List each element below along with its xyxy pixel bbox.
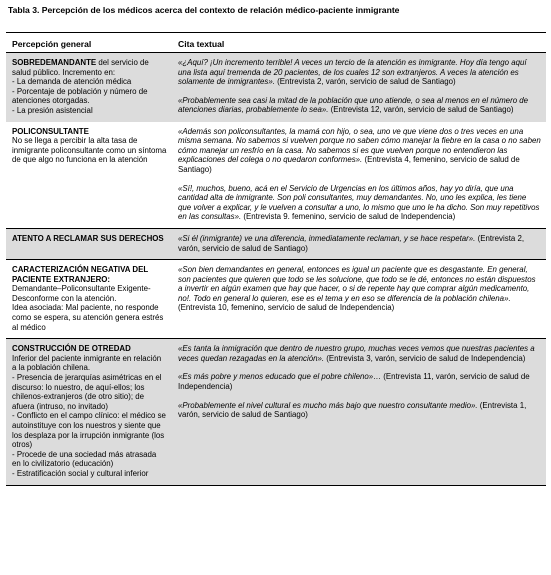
- quote-reference: (Entrevista 4, femenino, servicio de salud de Santiago): [178, 155, 520, 174]
- perception-heading: POLICONSULTANTE: [12, 126, 89, 136]
- perception-item: - Conflicto en el campo clínico: el médico se autoinstituye con los nuestros y siente que los desplaza por la irrupción inmigrante (los otros): [12, 411, 166, 450]
- quote-reference: (Entrevista 3, varón, servicio de salud de Independencia): [324, 353, 526, 363]
- perception-heading: CONSTRUCCIÓN DE OTREDAD: [12, 344, 131, 354]
- quote: [178, 344, 541, 363]
- perception-heading: CARACTERIZACIÓN NEGATIVA DEL PACIENTE EXTRANJERO:: [12, 265, 149, 284]
- quote-reference: (Entrevista 2, varón, servicio de salud de Santiago): [274, 77, 456, 87]
- perception-table: [6, 32, 546, 486]
- quote-reference: (Entrevista 12, varón, servicio de salud de Santiago): [328, 105, 514, 115]
- quote: [178, 265, 541, 313]
- perception-cell: [6, 122, 172, 229]
- quote-reference: (Entrevista 2, varón, servicio de salud de Santiago): [178, 233, 525, 253]
- quote: [178, 372, 541, 391]
- perception-cell: [6, 260, 172, 339]
- perception-heading: SOBREDEMANDANTE: [12, 58, 97, 67]
- perception-heading-rest: del servicio de salud público. Incremento en:: [12, 58, 149, 77]
- perception-item: Idea asociada: Mal paciente, no responde como se espera, su atención genera estrés al médico: [12, 303, 164, 332]
- quote-text: «Probablemente el nivel cultural es mucho más bajo que nuestro consultante medio».: [178, 400, 478, 410]
- perception-item: - Estratificación social y cultural inferior: [12, 468, 149, 478]
- quote-text: «Probablemente sea casi la mitad de la población que uno atiende, o sea al menos en el número de atenciones diarias, probablemente lo sea».: [178, 95, 529, 115]
- quote-text: «Es más pobre y menos educado que el pobre chileno»…: [178, 372, 382, 382]
- quote: [178, 96, 541, 115]
- quote: [178, 234, 541, 253]
- quote-reference: (Entrevista 11, varón, servicio de salud de Independencia): [178, 372, 530, 392]
- quote: [178, 184, 541, 222]
- perception-cell: [6, 228, 172, 259]
- perception-item: Inferior del paciente inmigrante en relación a la población chilena.: [12, 353, 162, 373]
- quote: [178, 401, 541, 420]
- table-caption: Tabla 3. Percepción de los médicos acerca del contexto de relación médico-paciente inmigrante: [8, 5, 400, 15]
- quote: [178, 58, 541, 87]
- quote: [178, 127, 541, 175]
- table-row: [6, 260, 546, 339]
- quote-reference: (Entrevista 9. femenino, servicio de salud de Independencia): [241, 212, 456, 222]
- table-header-row: [6, 33, 546, 53]
- quote-reference: (Entrevista 1, varón, servicio de salud de Santiago): [178, 400, 527, 420]
- table-row: [6, 122, 546, 229]
- quote-text: «Además son policonsultantes, la mamá con hijo, o sea, uno ve que viene dos o tres veces en una misma semana. No sabemos si vuelven porque no saben cómo manejar la fiebre en la casa o no saben cómo manejar un resfrío en la casa. No sabemos si es que vuelven porque no entendieron las explicaciones del colega o no quedaron conformes».: [178, 126, 541, 165]
- quote-reference: (Entrevista 10, femenino, servicio de salud de Independencia): [178, 303, 395, 313]
- quote-cell: [172, 260, 546, 339]
- quote-cell: [172, 122, 546, 229]
- quote-text: «Sí!, muchos, bueno, acá en el Servicio de Urgencias en los últimos años, hay yo diría, que una cantidad alta de inmigrante. Son poli consultantes, muy demandantes. No, uno les explica, les tiene que volver a explicar, y le vuelven a consultar a uno, lo mismo que uno le ha dicho. Son muy repetitivos en las consultas».: [178, 183, 540, 222]
- perception-item: - La demanda de atención médica: [12, 77, 132, 87]
- perception-heading: ATENTO A RECLAMAR SUS DERECHOS: [12, 233, 164, 243]
- table-row: [6, 53, 546, 122]
- quote-text: «Son bien demandantes en general, entonces es igual un paciente que es desgastante. En general, son pacientes que quieren que todo se les solucione, que todo se le dé, entonces no están dispuestos a invertir en algún examen que hay que hacer, o si de repente hay que comprar algún medicamento, no!. Todo en general lo quieren, ese es el tema y en eso se diferencia de la población chilena».: [178, 265, 536, 303]
- table-row: [6, 339, 546, 485]
- perception-item: Demandante–Policonsultante Exigente-Desconforme con la atención.: [12, 284, 151, 303]
- perception-item: - La presión asistencial: [12, 105, 93, 115]
- perception-item: - Procede de una sociedad más atrasada en lo civilizatorio (educación): [12, 449, 157, 469]
- quote-cell: [172, 228, 546, 259]
- column-header-perception: Percepción general: [6, 33, 172, 53]
- table-row: [6, 228, 546, 259]
- perception-item: - Presencia de jerarquías asimétricas en el discurso: lo nuestro, de aquí-ellos; los chilenos-extranjeros (de otro sitio); de afuera (intruso, no invitado): [12, 373, 162, 411]
- quote-cell: [172, 53, 546, 122]
- perception-item: - Porcentaje de población y número de atenciones otorgadas.: [12, 86, 148, 106]
- quote-text: «Si él (inmigrante) ve una diferencia, inmediatamente reclaman, y se hace respetar».: [178, 233, 476, 243]
- perception-item: No se llega a percibir la alta tasa de inmigrante policonsultante como un síntoma de que algo no funciona en la atención: [12, 136, 167, 165]
- quote-cell: [172, 339, 546, 485]
- column-header-quote: Cita textual: [172, 33, 546, 53]
- perception-cell: [6, 339, 172, 485]
- quote-text: «Es tanta la inmigración que dentro de nuestro grupo, muchas veces vemos que nuestras pacientes a veces quedan rezagadas en la atención».: [178, 344, 535, 363]
- quote-text: «¿Aquí? ¡Un incremento terrible! A veces un tercio de la atención es inmigrante. Hoy día tengo aquí una lista aquí tremenda de 20 pacientes, de los cuales 12 son extranjeros. A veces la atención es solamente de inmigrantes».: [178, 58, 527, 87]
- perception-cell: [6, 53, 172, 122]
